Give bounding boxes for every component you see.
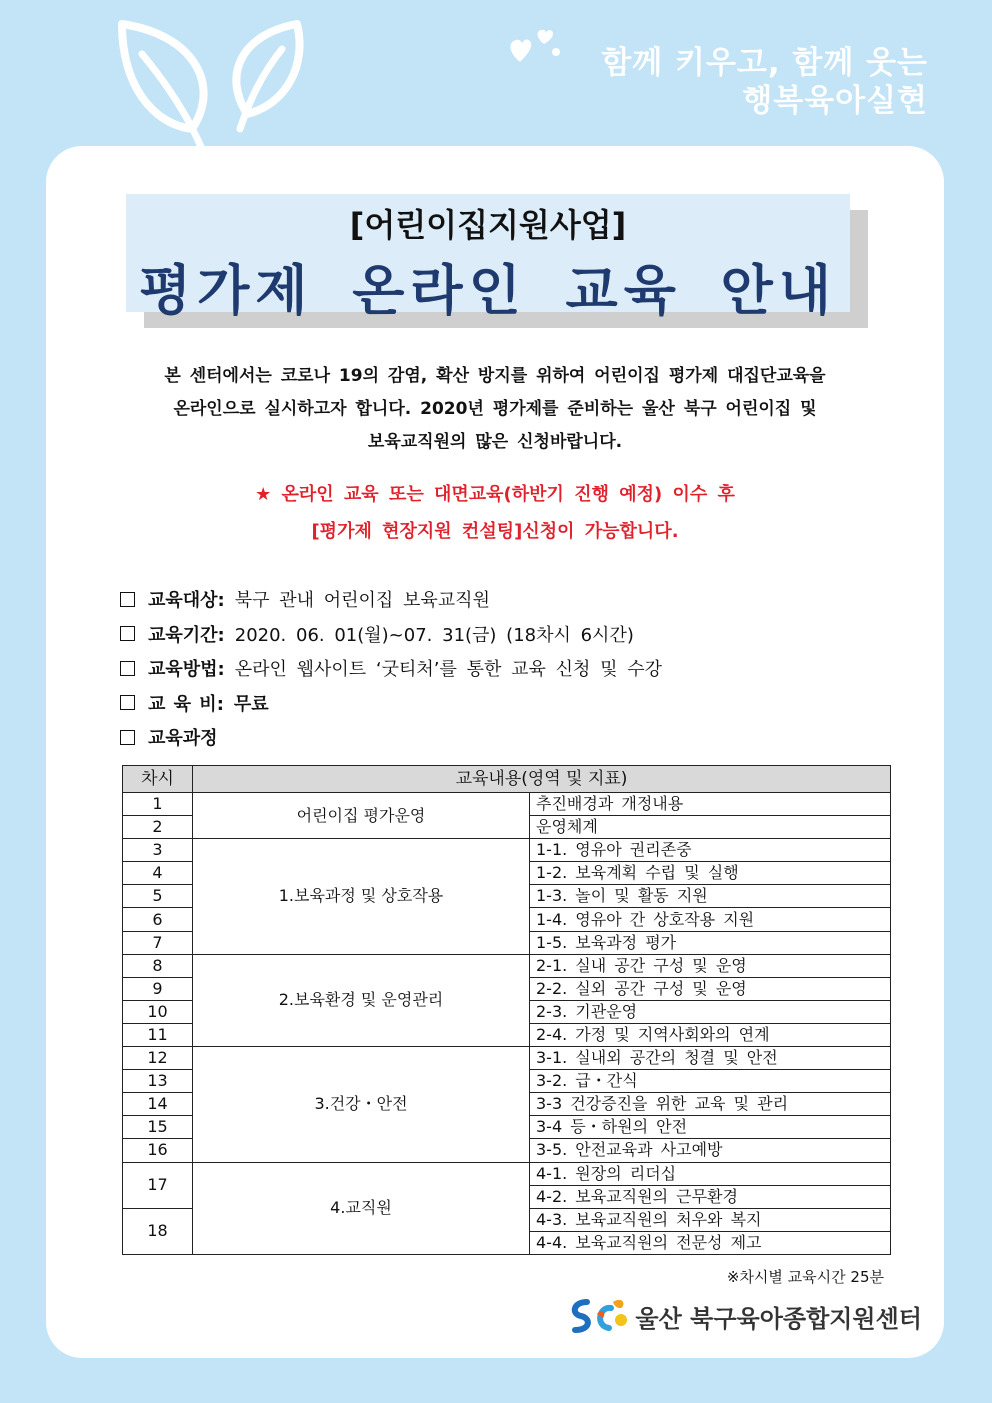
session-number: 7 [123,931,193,954]
indicator-cell: 2-3. 기관운영 [530,1000,891,1023]
page-title: 평가제 온라인 교육 안내 [138,259,838,322]
intro-line3: 보육교직원의 많은 신청바랍니다. [367,432,623,452]
checkbox-icon [120,730,135,745]
indicator-cell: 1-2. 보육계획 수립 및 실행 [530,862,891,885]
table-header-row [123,766,891,793]
info-list [120,582,880,755]
intro-line2: 온라인으로 실시하고자 합니다. 2020년 평가제를 준비하는 울산 북구 어린이집 및 [173,399,817,419]
indicator-cell: 3-2. 급・간식 [530,1070,891,1093]
indicator-cell: 2-1. 실내 공간 구성 및 운영 [530,954,891,977]
session-number: 14 [123,1093,193,1116]
session-number: 2 [123,816,193,839]
session-number: 10 [123,1000,193,1023]
checkbox-icon [120,592,135,607]
indicator-cell: 1-4. 영유아 간 상호작용 지원 [530,908,891,931]
notice-line2: [평가제 현장지원 컨설팅]신청이 가능합니다. [311,521,679,542]
content-card [46,146,944,1358]
indicator-cell: 3-5. 안전교육과 사고예방 [530,1139,891,1162]
table-row [123,793,891,816]
area-cell: 4.교직원 [193,1162,530,1254]
info-target [120,582,880,617]
session-number: 12 [123,1047,193,1070]
notice-line1: ★ 온라인 교육 또는 대면교육(하반기 진행 예정) 이수 후 [255,484,735,505]
indicator-cell: 2-2. 실외 공간 구성 및 운영 [530,977,891,1000]
session-number: 15 [123,1116,193,1139]
indicator-cell: 1-1. 영유아 권리존중 [530,839,891,862]
indicator-cell: 운영체계 [530,816,891,839]
info-value: 온라인 웹사이트 ‘굿티처’를 통한 교육 신청 및 수강 [234,659,663,681]
indicator-cell: 4-2. 보육교직원의 근무환경 [530,1185,891,1208]
info-fee [120,686,880,721]
table-header-content: 교육내용(영역 및 지표) [193,766,891,793]
session-number: 18 [123,1208,193,1254]
info-value: 무료 [233,693,269,715]
table-row [123,954,891,977]
info-course [120,720,880,755]
info-label: 교육방법: [148,659,225,681]
info-label: 교 육 비: [148,693,224,715]
indicator-cell: 2-4. 가정 및 지역사회와의 연계 [530,1023,891,1046]
info-label: 교육과정 [148,728,218,750]
indicator-cell: 4-1. 원장의 리더십 [530,1162,891,1185]
checkbox-icon [120,626,135,641]
info-method [120,651,880,686]
notice-text [120,476,870,550]
session-number: 13 [123,1070,193,1093]
table-note: ※차시별 교육시간 25분 [726,1268,884,1286]
session-number: 9 [123,977,193,1000]
intro-line1: 본 센터에서는 코로나 19의 감염, 확산 방지를 위하여 어린이집 평가제 대집단교육을 [164,366,826,386]
session-number: 3 [123,839,193,862]
indicator-cell: 4-3. 보육교직원의 처우와 복지 [530,1208,891,1231]
footer-org-name: 울산 북구육아종합지원센터 [635,1304,922,1333]
footer-logo [567,1296,922,1336]
area-cell: 1.보육과정 및 상호작용 [193,839,530,954]
session-number: 8 [123,954,193,977]
info-label: 교육기간: [148,624,225,646]
session-number: 5 [123,885,193,908]
indicator-cell: 4-4. 보육교직원의 전문성 제고 [530,1231,891,1254]
table-header-session: 차시 [123,766,193,793]
leaf-decoration-icon [112,14,322,154]
indicator-cell: 3-3 건강증진을 위한 교육 및 관리 [530,1093,891,1116]
hearts-icon [506,22,566,72]
area-cell: 3.건강・안전 [193,1047,530,1162]
intro-text [120,360,870,459]
table-row [123,1162,891,1185]
indicator-cell: 추진배경과 개정내용 [530,793,891,816]
slogan [601,44,928,120]
indicator-cell: 1-3. 놀이 및 활동 지원 [530,885,891,908]
indicator-cell: 3-1. 실내외 공간의 청결 및 안전 [530,1047,891,1070]
title-block [126,194,868,328]
session-number: 17 [123,1162,193,1208]
session-number: 4 [123,862,193,885]
center-logo-icon [567,1296,629,1336]
title-box [126,194,850,322]
info-label: 교육대상: [148,590,225,612]
table-row [123,1047,891,1070]
area-cell: 어린이집 평가운영 [193,793,530,839]
checkbox-icon [120,661,135,676]
info-period [120,617,880,652]
session-number: 11 [123,1023,193,1046]
session-number: 16 [123,1139,193,1162]
slogan-line1: 함께 키우고, 함께 웃는 [601,45,928,81]
table-row [123,839,891,862]
area-cell: 2.보육환경 및 운영관리 [193,954,530,1046]
session-number: 6 [123,908,193,931]
title-sub: [어린이집지원사업] [349,206,627,244]
checkbox-icon [120,695,135,710]
info-value: 북구 관내 어린이집 보육교직원 [234,590,490,612]
indicator-cell: 1-5. 보육과정 평가 [530,931,891,954]
slogan-line2: 행복육아실현 [742,83,928,119]
indicator-cell: 3-4 등・하원의 안전 [530,1116,891,1139]
course-table [122,765,891,1255]
info-value: 2020. 06. 01(월)~07. 31(금) (18차시 6시간) [234,624,634,646]
session-number: 1 [123,793,193,816]
